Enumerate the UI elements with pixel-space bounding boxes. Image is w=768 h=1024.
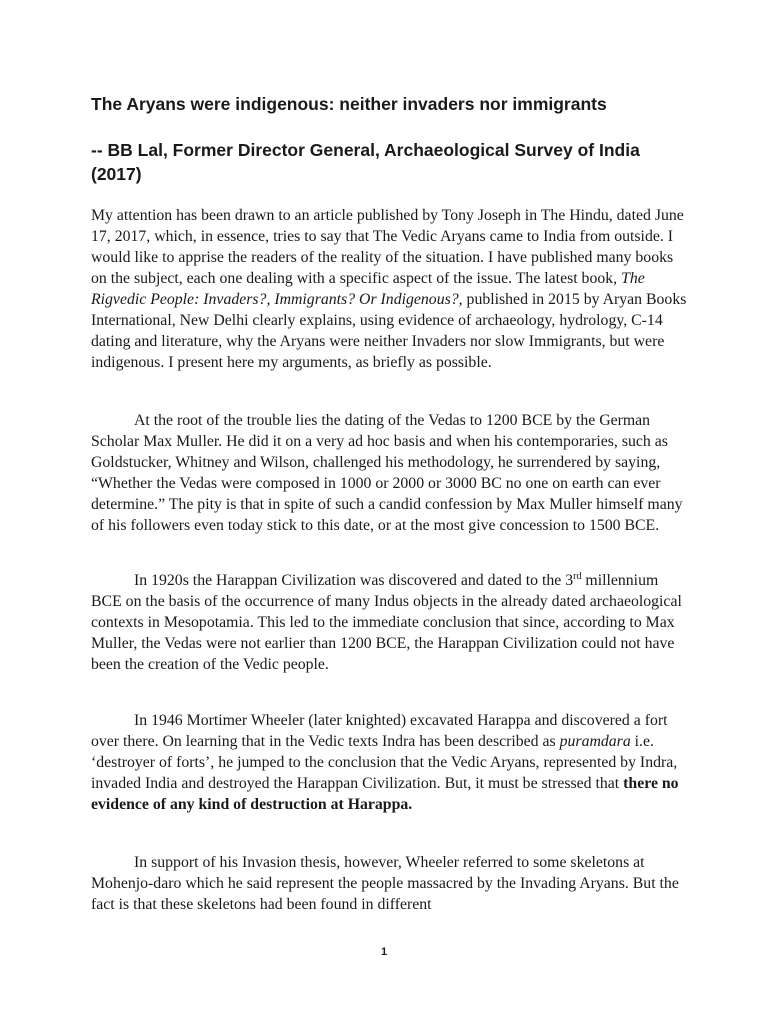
emphasized-statement: there no evidence of any kind of destruction at Harappa. xyxy=(91,775,679,813)
ordinal-superscript: rd xyxy=(573,571,582,582)
paragraph-3 xyxy=(91,570,689,675)
paragraph-5-text: In support of his Invasion thesis, however, Wheeler referred to some skeletons at Mohenjo-daro which he said represent the people massacred by the Invading Aryans. But the fact is that these skeletons had been found in different xyxy=(91,854,679,913)
book-title: The Rigvedic People: Invaders?, Immigrants? Or Indigenous?, xyxy=(91,270,645,308)
sanskrit-term: puramdara xyxy=(559,733,631,750)
paragraph-3-text-b: millennium BCE on the basis of the occurrence of many Indus objects in the already dated archaeological contexts in Mesopotamia. This led to the immediate conclusion that since, according to Max Muller, the Vedas were not earlier than 1200 BCE, the Harappan Civilization could not have been the creation of the Vedic people. xyxy=(91,572,682,673)
paragraph-1 xyxy=(91,205,689,373)
author-byline: -- BB Lal, Former Director General, Archaeological Survey of India (2017) xyxy=(91,140,640,184)
paragraph-4 xyxy=(91,710,689,815)
paragraph-5 xyxy=(91,852,689,915)
paragraph-4-text-a: In 1946 Mortimer Wheeler (later knighted) excavated Harappa and discovered a fort over there. On learning that in the Vedic texts Indra has been described as xyxy=(91,712,668,750)
document-title: The Aryans were indigenous: neither invaders nor immigrants xyxy=(91,94,607,114)
paragraph-3-text-a: In 1920s the Harappan Civilization was discovered and dated to the 3 xyxy=(134,572,574,589)
page-number: 1 xyxy=(380,946,388,958)
paragraph-2-text: At the root of the trouble lies the dating of the Vedas to 1200 BCE by the German Scholar Max Muller. He did it on a very ad hoc basis and when his contemporaries, such as Goldstucker, Whitney and Wilson, challenged his methodology, he surrendered by saying, “Whether the Vedas were composed in 1000 or 2000 or 3000 BC no one on earth can ever determine.” The pity is that in spite of such a candid confession by Max Muller himself many of his followers even today stick to this date, or at the most give concession to 1500 BCE. xyxy=(91,412,683,534)
paragraph-4-text-b: i.e. ‘destroyer of forts’, he jumped to the conclusion that the Vedic Aryans, represented by Indra, invaded India and destroyed the Harappan Civilization. But, it must be stressed that xyxy=(91,733,678,792)
paragraph-2 xyxy=(91,410,689,536)
paragraph-1-text-a: My attention has been drawn to an article published by Tony Joseph in The Hindu, dated June 17, 2017, which, in essence, tries to say that The Vedic Aryans came to India from outside. I would like to apprise the readers of the reality of the situation. I have published many books on the subject, each one dealing with a specific aspect of the issue. The latest book, xyxy=(91,207,684,287)
paragraph-1-text-b: published in 2015 by Aryan Books International, New Delhi clearly explains, using evidence of archaeology, hydrology, C-14 dating and literature, why the Aryans were neither Invaders nor slow Immigrants, but were indigenous. I present here my arguments, as briefly as possible. xyxy=(91,291,687,371)
